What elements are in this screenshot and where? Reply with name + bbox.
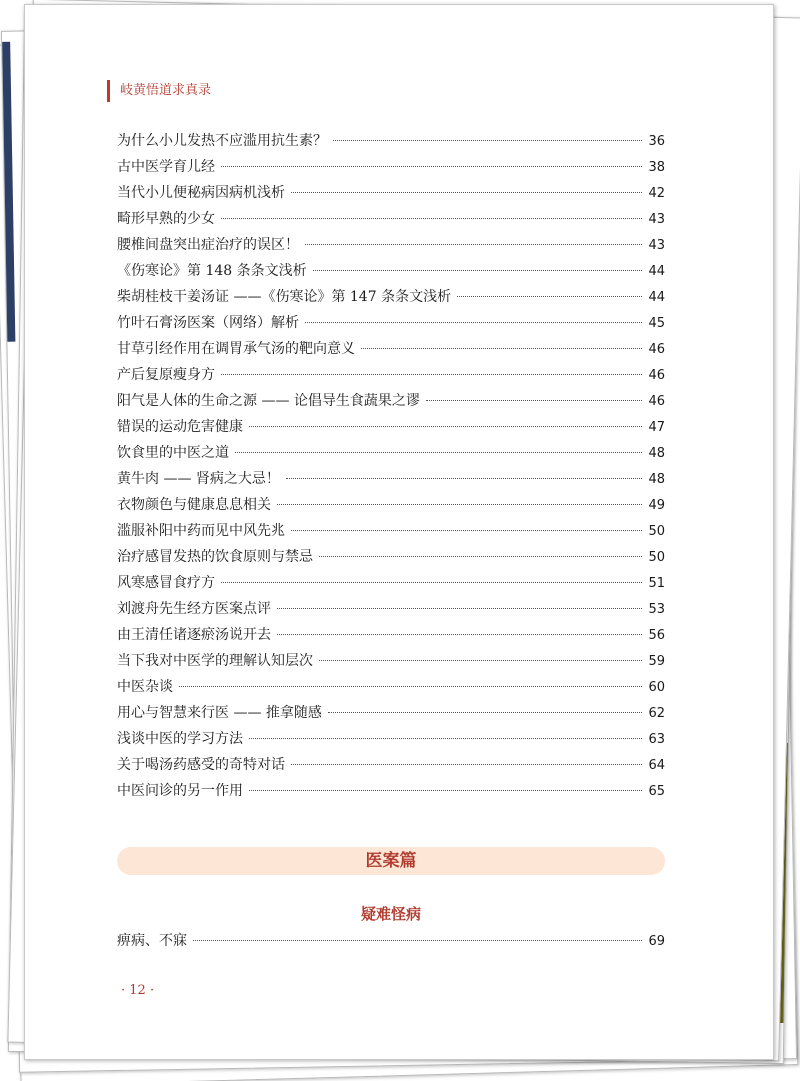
toc-entry[interactable] bbox=[117, 258, 665, 284]
toc-entry[interactable] bbox=[117, 310, 665, 336]
dot-leader bbox=[319, 660, 642, 661]
toc-entry[interactable] bbox=[117, 596, 665, 622]
toc-entry-page: 63 bbox=[648, 732, 665, 747]
toc-entry-page: 36 bbox=[648, 134, 665, 149]
toc-entry-page: 44 bbox=[648, 264, 665, 279]
dot-leader bbox=[249, 738, 642, 739]
toc-entry-page: 43 bbox=[648, 212, 665, 227]
page-number: · 12 · bbox=[121, 983, 155, 998]
dot-leader bbox=[249, 426, 642, 427]
running-header: 岐黄悟道求真录 bbox=[107, 80, 211, 102]
dot-leader bbox=[291, 764, 642, 765]
toc-entry[interactable] bbox=[117, 778, 665, 804]
dot-leader bbox=[457, 296, 642, 297]
toc-entry[interactable] bbox=[117, 518, 665, 544]
toc-entry-title: 衣物颜色与健康息息相关 bbox=[117, 497, 271, 513]
toc-entry-page: 48 bbox=[648, 472, 665, 487]
dot-leader bbox=[277, 504, 642, 505]
dot-leader bbox=[221, 582, 642, 583]
toc-entry-title: 刘渡舟先生经方医案点评 bbox=[117, 601, 271, 617]
toc-entry[interactable] bbox=[117, 570, 665, 596]
toc-entry-page: 46 bbox=[648, 368, 665, 383]
toc-entry[interactable] bbox=[117, 752, 665, 778]
toc-entry-page: 69 bbox=[648, 934, 665, 949]
toc-entry-title: 为什么小儿发热不应滥用抗生素？ bbox=[117, 133, 327, 149]
toc-entry-title: 柴胡桂枝干姜汤证 ——《伤寒论》第 147 条条文浅析 bbox=[117, 289, 452, 305]
toc-entry-page: 45 bbox=[648, 316, 665, 331]
toc-entry-title: 由王清任诸逐瘀汤说开去 bbox=[117, 627, 271, 643]
toc-entry-page: 56 bbox=[648, 628, 665, 643]
toc-entry-page: 46 bbox=[648, 394, 665, 409]
toc-entry-title: 饮食里的中医之道 bbox=[117, 445, 229, 461]
toc-entry-page: 44 bbox=[648, 290, 665, 305]
toc-entry[interactable] bbox=[117, 206, 665, 232]
section-banner: 医案篇 bbox=[117, 847, 665, 875]
toc-entry-title: 产后复原瘦身方 bbox=[117, 367, 215, 383]
toc-entry-title: 痹病、不寐 bbox=[117, 933, 187, 949]
toc-entry-page: 53 bbox=[648, 602, 665, 617]
dot-leader bbox=[328, 712, 643, 713]
toc-entry-page: 59 bbox=[648, 654, 665, 669]
toc-entry-page: 42 bbox=[648, 186, 665, 201]
toc-entry-title: 中医杂谈 bbox=[117, 679, 173, 695]
dot-leader bbox=[286, 478, 643, 479]
toc-entry-page: 49 bbox=[648, 498, 665, 513]
dot-leader bbox=[277, 608, 642, 609]
subsection-title: 疑难怪病 bbox=[360, 905, 421, 923]
dot-leader bbox=[305, 322, 642, 323]
toc-entry-title: 甘草引经作用在调胃承气汤的靶向意义 bbox=[117, 341, 355, 357]
toc-entry[interactable] bbox=[117, 154, 665, 180]
toc-entry[interactable] bbox=[117, 284, 665, 310]
toc-entry-page: 65 bbox=[648, 784, 665, 799]
toc-entry-title: 治疗感冒发热的饮食原则与禁忌 bbox=[117, 549, 313, 565]
dot-leader bbox=[277, 634, 642, 635]
toc-entry-title: 滥服补阳中药而见中风先兆 bbox=[117, 523, 285, 539]
toc-entry-title: 当下我对中医学的理解认知层次 bbox=[117, 653, 313, 669]
toc-entry-page: 43 bbox=[648, 238, 665, 253]
toc-entry-title: 中医问诊的另一作用 bbox=[117, 783, 243, 799]
toc-entry[interactable] bbox=[117, 622, 665, 648]
dot-leader bbox=[193, 940, 642, 941]
toc-entry[interactable] bbox=[117, 388, 665, 414]
toc-entry-title: 关于喝汤药感受的奇特对话 bbox=[117, 757, 285, 773]
toc-entry-page: 46 bbox=[648, 342, 665, 357]
dot-leader bbox=[291, 530, 642, 531]
dot-leader bbox=[235, 452, 642, 453]
toc-entry-title: 浅谈中医的学习方法 bbox=[117, 731, 243, 747]
toc-entry-page: 60 bbox=[648, 680, 665, 695]
toc-entry[interactable] bbox=[117, 414, 665, 440]
toc-page bbox=[24, 4, 774, 1060]
toc-entry[interactable] bbox=[117, 700, 665, 726]
toc-entry-title: 阳气是人体的生命之源 —— 论倡导生食蔬果之谬 bbox=[117, 393, 420, 409]
toc-entry-page: 50 bbox=[648, 550, 665, 565]
toc-entry-title: 《伤寒论》第 148 条条文浅析 bbox=[117, 263, 307, 279]
section-toc-list bbox=[117, 928, 665, 954]
toc-entry-page: 51 bbox=[648, 576, 665, 591]
toc-entry-page: 38 bbox=[648, 160, 665, 175]
toc-entry[interactable] bbox=[117, 232, 665, 258]
toc-entry[interactable] bbox=[117, 544, 665, 570]
toc-entry[interactable] bbox=[117, 362, 665, 388]
dot-leader bbox=[291, 192, 642, 193]
toc-entry[interactable] bbox=[117, 336, 665, 362]
toc-entry-title: 错误的运动危害健康 bbox=[117, 419, 243, 435]
dot-leader bbox=[249, 790, 642, 791]
toc-entry-title: 风寒感冒食疗方 bbox=[117, 575, 215, 591]
toc-entry-page: 50 bbox=[648, 524, 665, 539]
toc-entry-page: 47 bbox=[648, 420, 665, 435]
toc-entry[interactable] bbox=[117, 440, 665, 466]
toc-entry-title: 古中医学育儿经 bbox=[117, 159, 215, 175]
toc-entry[interactable] bbox=[117, 128, 665, 154]
dot-leader bbox=[305, 244, 642, 245]
toc-entry-title: 黄牛肉 —— 肾病之大忌！ bbox=[117, 471, 280, 487]
toc-entry-title: 用心与智慧来行医 —— 推拿随感 bbox=[117, 705, 322, 721]
dot-leader bbox=[426, 400, 643, 401]
toc-entry-title: 畸形早熟的少女 bbox=[117, 211, 215, 227]
toc-entry[interactable] bbox=[117, 648, 665, 674]
toc-entry-title: 腰椎间盘突出症治疗的误区！ bbox=[117, 237, 299, 253]
toc-entry-title: 竹叶石膏汤医案（网络）解析 bbox=[117, 315, 299, 331]
dot-leader bbox=[313, 270, 643, 271]
dot-leader bbox=[221, 374, 642, 375]
toc-entry[interactable] bbox=[117, 674, 665, 700]
toc-entry-title: 当代小儿便秘病因病机浅析 bbox=[117, 185, 285, 201]
toc-entry-page: 48 bbox=[648, 446, 665, 461]
toc-entry[interactable] bbox=[117, 180, 665, 206]
toc-entry[interactable] bbox=[117, 492, 665, 518]
dot-leader bbox=[221, 166, 642, 167]
dot-leader bbox=[221, 218, 642, 219]
dot-leader bbox=[319, 556, 642, 557]
toc-entry-page: 64 bbox=[648, 758, 665, 773]
toc-entry[interactable] bbox=[117, 466, 665, 492]
toc-entry[interactable] bbox=[117, 928, 665, 954]
toc-list bbox=[117, 128, 665, 804]
toc-entry[interactable] bbox=[117, 726, 665, 752]
dot-leader bbox=[333, 140, 642, 141]
toc-entry-page: 62 bbox=[648, 706, 665, 721]
dot-leader bbox=[361, 348, 642, 349]
dot-leader bbox=[179, 686, 642, 687]
